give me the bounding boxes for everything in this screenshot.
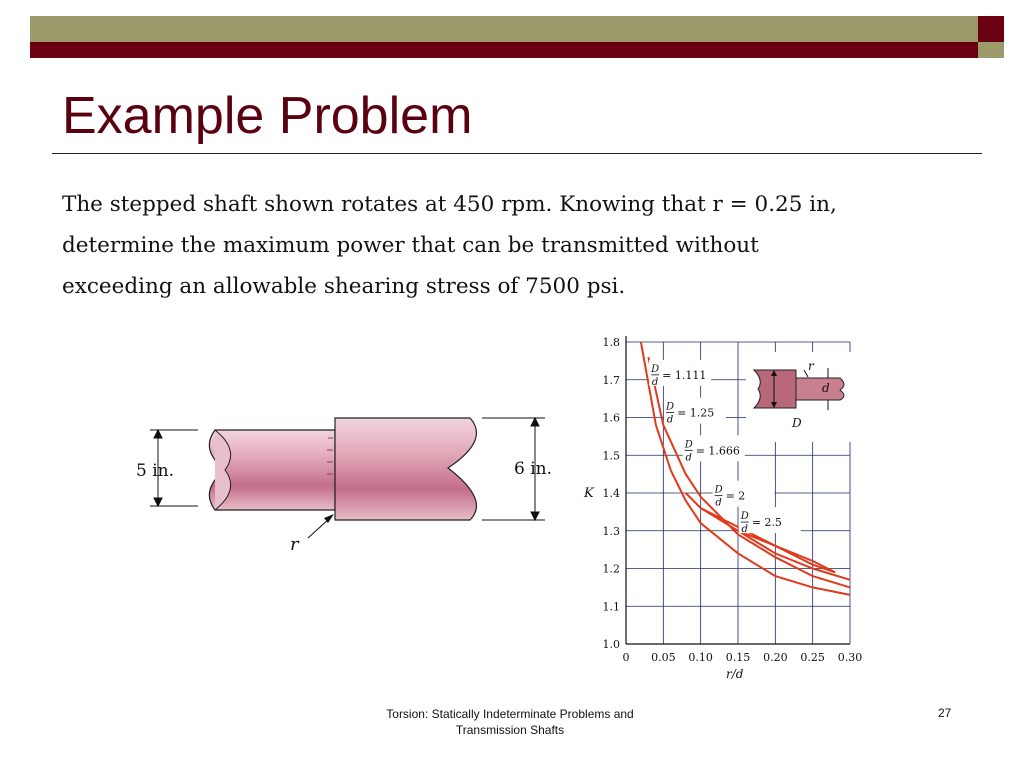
y-tick-label: 1.7 [602, 373, 620, 387]
curve-label-numerator: D [666, 401, 675, 413]
curve-label-numerator: D [651, 363, 660, 375]
inset-shaft-sketch [746, 352, 856, 442]
corner-block-red [978, 16, 1004, 42]
curve-label-denominator: d [666, 414, 674, 426]
x-tick-label: 0.15 [725, 651, 751, 664]
problem-line-3: exceeding an allowable shearing stress of 7500 psi. [62, 274, 626, 299]
y-tick-label: 1.3 [602, 524, 620, 538]
header-band-red [30, 42, 978, 58]
title-divider [52, 153, 982, 154]
header-band [30, 16, 978, 58]
y-tick-label: 1.8 [602, 336, 620, 349]
header-band-olive [30, 16, 978, 42]
radius-label: r [290, 534, 299, 555]
y-tick-label: 1.2 [602, 562, 620, 576]
large-shaft-section [335, 418, 476, 520]
y-axis-title: K [584, 486, 594, 501]
y-tick-label: 1.1 [602, 600, 620, 614]
problem-statement [62, 184, 962, 307]
page-number: 27 [938, 706, 952, 720]
curve-label-value: = 2.5 [751, 516, 782, 530]
x-tick-label: 0.30 [837, 651, 863, 664]
inset-D-label: D [792, 416, 802, 430]
left-dimension-label: 5 in. [136, 461, 175, 481]
curve-label-value: = 1.25 [677, 406, 715, 420]
small-shaft-section [209, 430, 335, 510]
curve-label-numerator: D [740, 511, 749, 523]
x-tick-label: 0.20 [763, 651, 788, 664]
curve-label-denominator: d [741, 524, 748, 536]
curve-label-denominator: d [651, 376, 659, 388]
stepped-shaft-figure [130, 410, 560, 560]
problem-line-1: The stepped shaft shown rotates at 450 rpm. Knowing that r = 0.25 in, [62, 192, 837, 217]
right-dimension-label: 6 in. [514, 459, 553, 479]
y-tick-label: 1.5 [602, 449, 620, 463]
problem-line-2: determine the maximum power that can be transmitted without [62, 233, 759, 258]
x-axis-title: r/d [726, 667, 744, 681]
x-tick-label: 0.05 [651, 651, 676, 664]
curve-label-denominator: d [715, 497, 722, 509]
curve-label-value: = 1.666 [695, 444, 740, 458]
corner-block-olive [978, 42, 1004, 58]
x-tick-label: 0.25 [800, 651, 825, 664]
curve-label-numerator: D [684, 439, 693, 451]
curve-label-denominator: d [685, 452, 692, 464]
footer-line-1: Torsion: Statically Indeterminate Problems and [386, 707, 634, 721]
inset-d-label: d [822, 381, 830, 395]
footer-line-2: Transmission Shafts [455, 723, 565, 737]
slide-title: Example Problem [62, 87, 473, 145]
y-tick-label: 1.0 [602, 638, 620, 651]
x-tick-label: 0 [622, 651, 630, 664]
curve-label-numerator: D [714, 484, 723, 496]
curve-label-value: = 1.111 [662, 368, 707, 382]
y-tick-label: 1.4 [602, 487, 620, 500]
stress-concentration-chart [578, 330, 868, 685]
curve-2-5 [738, 531, 835, 573]
footer-title [340, 706, 680, 738]
inset-r-label: r [808, 359, 814, 373]
curve-label-value: = 2 [725, 489, 746, 503]
y-tick-label: 1.6 [602, 411, 620, 425]
x-tick-label: 0.10 [688, 651, 713, 664]
